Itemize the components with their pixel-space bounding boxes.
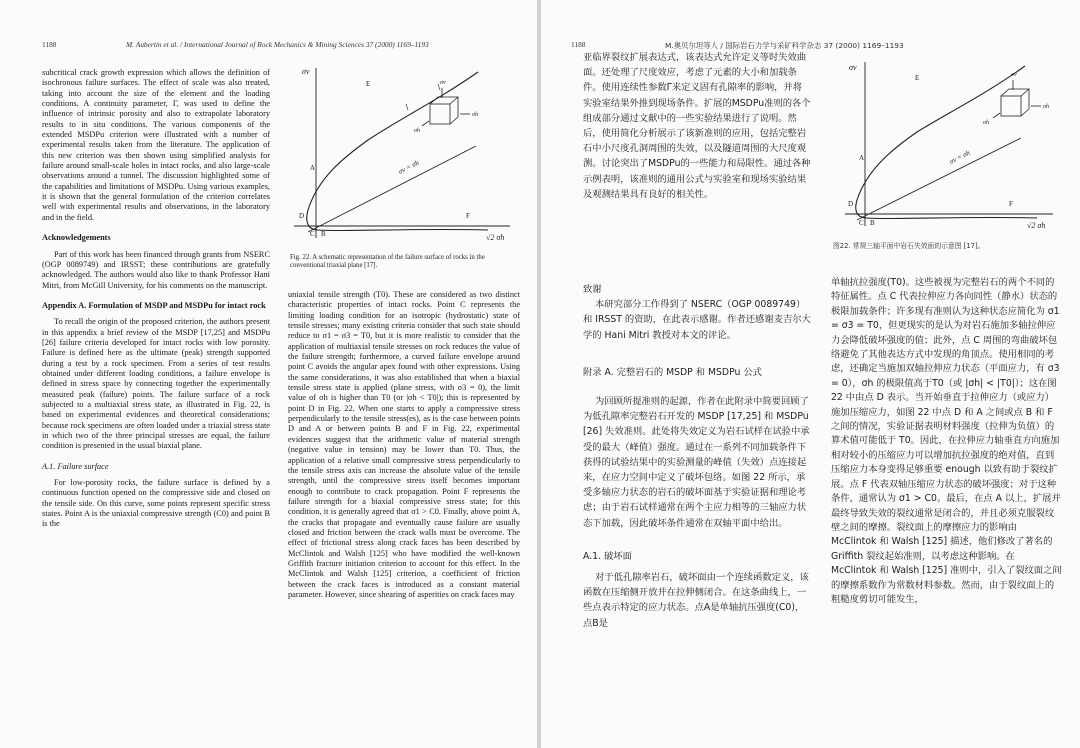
- subsection-heading: A.1. Failure surface: [42, 461, 109, 471]
- zh-subsection-heading: A.1. 破坏面: [583, 550, 632, 562]
- hydrostatic-line-label: σv = σh: [397, 158, 421, 176]
- zh-appendix-text: 为回顾所提准则的起源，作者在此附录中简要回顾了为低孔隙率完整岩石开发的 MSDP [17,25] 和 MSDPu [26] 失效准则。此处将失效定义为岩石试样在试验中承受的最大（峰值）强度。通过在一系列不同加载条件下获得的试验结果中的实验测量的峰值（失效）点连接起来，在应力空间中定义了破坏包络。如图 22 所示，承受多轴应力状态的岩石的破坏面基于实验证据和理论考虑；由于岩石试样通常在两个主应力相等的三轴应力状态下加载，因此破坏条件通常在双轴平面中给出。: [583, 396, 810, 529]
- hydrostatic-line-zh: [857, 138, 1021, 220]
- english-page: [0, 0, 537, 748]
- axis-v-label: σv: [302, 67, 310, 76]
- stress-cube: [422, 88, 470, 126]
- page-number-zh: 1188: [571, 40, 586, 49]
- point-C-label-zh: C: [859, 219, 864, 227]
- running-header: M. Aubertin et al. / International Journal of Rock Mechanics & Mining Sciences 37 (2000) 1169–1193: [126, 40, 429, 49]
- cube-sigma-h-left: σh: [414, 128, 420, 134]
- zh-subsection-text: 对于低孔隙率岩石，破坏面由一个连续函数定义，该函数在压缩侧开放并在拉伸侧闭合。在这条曲线上，一些点表示特定的应力状态。点A是单轴抗压强度(C0)，点B是: [583, 572, 809, 629]
- subsection-text: For low-porosity rocks, the failure surface is defined by a continuous function opened on the compressive side and closed on the tensile side. On this curve, some points represent specific stress states. Point A is the uniaxial compressive strength (C0) and point B is the: [42, 478, 270, 529]
- hydrostatic-line: [308, 146, 476, 232]
- figure-22-right: [841, 56, 1061, 236]
- point-A-label: A: [310, 164, 316, 172]
- left-column-1: [42, 68, 270, 530]
- axis-h-label-zh: √2 σh: [1027, 221, 1046, 230]
- intro-paragraph: subcritical crack growth expression which allows the definition of isochronous failure surfaces. The effect of scale was also treated, taking into account the size of the element and the loading conditions. A continuity parameter, Γ, was used to define the influence of intrinsic porosity and also to extrapolate laboratory results to in situ conditions. The various components of the extended MSDPu criterion were illustrated with a number of experimental results taken from the literature. The application of this new criterion was then shown using simplified analysis for failure around small-scale holes in intact rocks, and also large-scale observations around a tunnel. The discussion highlighted some of the capabilities and limitations of MSDPu. Using various examples, it is shown that the general formulation of the criterion correlates well with experimental results and observations, in the laboratory and in the field.: [42, 68, 270, 222]
- point-F-label-zh: F: [1009, 200, 1013, 208]
- point-A-label-zh: A: [859, 154, 865, 162]
- cube-sigma-h-right: σh: [472, 112, 478, 118]
- point-D-label: D: [299, 212, 305, 220]
- figure-22-left: [288, 60, 520, 252]
- hydrostatic-line-label-zh: σv = σh: [948, 148, 972, 166]
- axis-h-label: √2 σh: [486, 233, 505, 242]
- point-E-label-zh: E: [915, 74, 920, 82]
- point-B-label-zh: B: [870, 219, 875, 227]
- point-B-label: B: [321, 230, 326, 238]
- acknowledgements-text: Part of this work has been financed through grants from NSERC (OGP 0089749) and IRSST; these contributions are gratefully acknowledged. The authors would also like to thank Professor Hani Mitri, from McGill University, for his comments on the manuscript.: [42, 249, 270, 290]
- failure-curve: [307, 72, 488, 231]
- figure-22-caption: Fig. 22. A schematic representation of the failure surface of rocks in the conventional triaxial plane [17].: [290, 254, 485, 270]
- chinese-page: [541, 0, 1080, 748]
- curve-ticks: [406, 84, 440, 110]
- acknowledgements-heading: Acknowledgements: [42, 233, 111, 243]
- cube-sigma-v-zh: σv: [1011, 72, 1017, 78]
- zh-right-column: 单轴抗拉强度(T0)。这些被视为完整岩石的两个不同的特征属性。点 C 代表拉伸应力各向同性（静水）状态的极限加载条件；许多现有准则认为这种状态应简化为 σ1 = σ3 = T0，但更现实的是认为对岩石施加多轴拉伸应力会降低破坏强度的值；此外，点 C 周围的弯曲破坏包络避免了其他表达方式中发现的角顶点。使用相同的考虑，还确定当施加双轴拉伸应力状态（平面应力，有 σ3 = 0），σh 的极限值高于T0（或 |σh| < |T0|）；这在图 22 中由点 D 表示。当开始垂直于拉伸应力（或应力）施加压缩应力，如图 22 中点 D 和 A 之间或点 B 和 F 之间的情况，实验证据表明材料强度（拉伸为负值）的算术值可能低于 T0。因此，在拉伸应力轴垂直方向施加相对较小的压缩应力可以增加抗拉强度的绝对值，直到压缩应力本身变得足够重要 enough 以致有助于裂纹扩展。点 F 代表双轴压缩应力状态的破坏强度；对于这种条件，通常认为 σ1 > C0。最后，在点 A 以上，扩展并最终导致失效的裂纹通常是闭合的，并且必须克服裂纹壁之间的摩擦。裂纹面上的摩擦应力的影响由 McClintok 和 Walsh [125] 描述，他们修改了著名的 Griffith 裂纹起始准则，以考虑这种影响。在 McClintok 和 Walsh [125] 准则中，引入了裂纹面之间的摩擦系数作为常数材料参数。然而，由于裂纹面上的粗糙度剪切可能发生，: [831, 277, 1062, 605]
- zh-ack-text: 本研究部分工作得到了 NSERC（OGP 0089749）和 IRSST 的资助，在此表示感谢。作者还感谢麦吉尔大学的 Hani Mitri 教授对本文的评论。: [583, 299, 811, 341]
- stress-cube-zh: [993, 80, 1041, 118]
- zh-ack-heading: 致谢: [583, 284, 602, 295]
- zh-left-column: [583, 282, 811, 631]
- cube-sigma-h-left-zh: σh: [983, 120, 989, 126]
- zh-intro-paragraph: 亚临界裂纹扩展表达式，该表达式允许定义等时失效曲面。还处理了尺度效应，考虑了元素的大小和加载条件。使用连续性参数Γ来定义固有孔隙率的影响，并将实验室结果外推到现场条件。扩展的MSDPu准则的各个组成部分通过文献中的一些实验结果进行了说明。然后，使用简化分析展示了该新准则的应用，包括完整岩石中小尺度孔洞周围的失效，以及隧道周围的大尺度观测。讨论突出了MSDPu的一些能力和局限性。通过各种示例表明，该准则的通用公式与实验室和现场实验结果及观测结果具有良好的相关性。: [583, 52, 811, 200]
- point-D-label-zh: D: [848, 200, 854, 208]
- running-header-zh: M.奥贝尔坦等人 / 国际岩石力学与采矿科学杂志 37 (2000) 1169–1193: [665, 41, 904, 50]
- page-number: 1188: [42, 40, 57, 49]
- point-F-label: F: [466, 212, 470, 220]
- axis-v-label-zh: σv: [849, 63, 857, 72]
- zh-figure-caption: 图22. 常规三轴平面中岩石失效面的示意图 [17]。: [833, 242, 985, 250]
- cube-sigma-v: σv: [440, 80, 446, 86]
- zh-appendix-heading: 附录 A. 完整岩石的 MSDP 和 MSDPu 公式: [583, 366, 762, 378]
- cube-sigma-h-right-zh: σh: [1043, 104, 1049, 110]
- appendix-text: To recall the origin of the proposed criterion, the authors present in this appendix a brief review of the MSDP [17,25] and MSDPu [26] failure criteria developed for intact rocks with low porosity. Failure is defined here as the ultimate (peak) strength supported during a test by a rock specimen. From a series of test results obtained under different loading conditions, a failure envelope is defined in stress space by connecting together the experimentally measured peak (failure) points. The failure surface of a rock subjected to a multiaxial stress state, as illustrated in Fig. 22, is based on experimental evidences and theoretical considerations; because rock specimens are often loaded under a triaxial stress state in which two of the three principal stresses are equal, the failure condition is presented in the usual biaxial plane.: [42, 317, 270, 451]
- left-column-2: uniaxial tensile strength (T0). These are considered as two distinct characteristic properties of intact rocks. Point C represents the limiting loading condition for an isotropic (hydrostatic) state of tensile stresses; many existing criteria consider that such state should reduce to σ1 = σ3 = T0, but it is more realistic to consider that the application of multiaxial tensile stresses on rock reduces the value of the failure strength; furthermore, a curved failure envelope around point C avoids the angular apex found with other expressions. Using the same considerations, it was also established that when a biaxial tensile stress state is applied (plane stress, with σ3 = 0), the limit value of σh is higher than T0 (or |σh < T0|); this is represented by point D in Fig. 22. When one starts to apply a compressive stress perpendicularly to the tensile stress(es), as is the case between points D and A or between points B and F in Fig. 22, experimental evidences suggest that the arithmetic value of material strength (negative value in tension) may be lower than T0. Thus, the application of a relative small compressive stress perpendicularly to the tensile stress axis can increase the absolute value of the tensile strength, until the compressive stress itself becomes important enough to contribute to crack propagation. Point F represents the failure strength for a biaxial compressive stress state; for this condition, it is generally agreed that σ1 > C0. Finally, above point A, the cracks that propagate and eventually cause failure are usually closed and friction between the crack walls must be overcome. The effect of frictional stress along crack faces has been described by McClintok and Walsh [125] who have modified the well-known Griffith fracture initiation criterion to account for this effect. In the McClintok and Walsh [125] criterion, a coefficient of friction between the crack faces is introduced as a constant material parameter. However, since shearing of asperities on crack faces may: [288, 290, 520, 599]
- appendix-heading: Appendix A. Formulation of MSDP and MSDPu for intact rock: [42, 300, 266, 310]
- point-E-label: E: [366, 80, 371, 88]
- point-C-label: C: [310, 230, 315, 238]
